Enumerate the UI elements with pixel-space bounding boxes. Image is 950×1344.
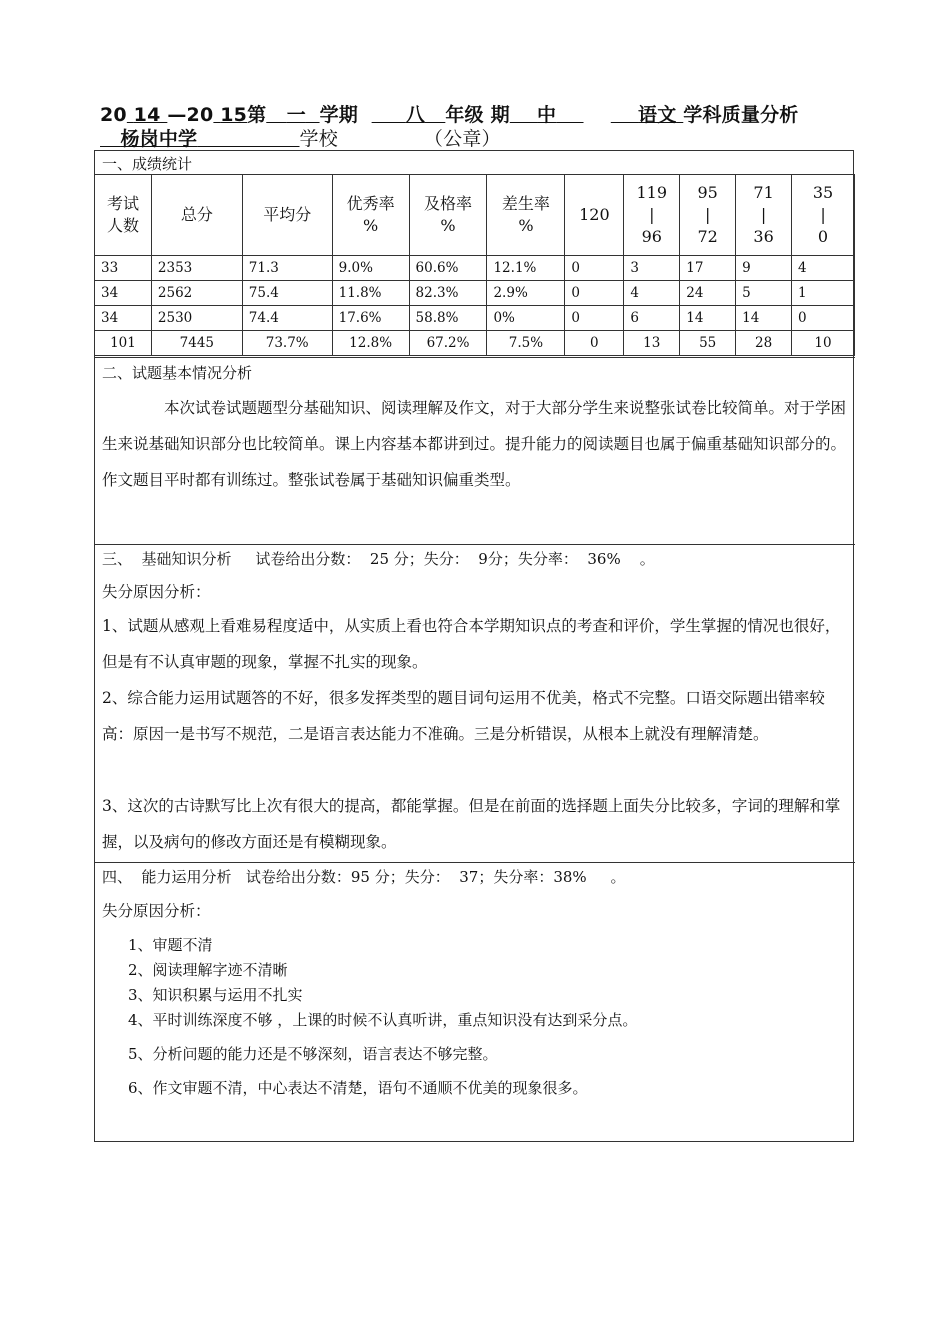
table-cell: 4 (792, 256, 855, 281)
section4-item: 5、分析问题的能力还是不够深刻，语言表达不够完整。 (128, 1045, 498, 1063)
table-cell: 12.8% (332, 331, 409, 356)
table-cell: 71.3 (242, 256, 332, 281)
document-title: 20 14 —20 15第 一 学期 八 年级 期 中 语文 学科质量分析 (100, 104, 799, 126)
year-start-prefix: 20 (100, 104, 127, 126)
table-header-cell: 119 | 96 (624, 175, 680, 256)
table-cell: 24 (680, 281, 736, 306)
table-total-row (95, 331, 855, 356)
table-cell: 17.6% (332, 306, 409, 331)
table-header-cell: 35 | 0 (792, 175, 855, 256)
table-header-cell: 考试 人数 (95, 175, 152, 256)
section4-title: 四、 能力运用分析 试卷给出分数：95 分；失分： 37；失分率：38% 。 (102, 868, 626, 886)
divider (94, 357, 855, 358)
year-end: 15 (220, 104, 248, 126)
term-value: 一 (286, 104, 306, 126)
section1-title: 一、成绩统计 (102, 155, 193, 173)
table-row (95, 256, 855, 281)
table-cell: 13 (624, 331, 680, 356)
table-header-cell: 平均分 (242, 175, 332, 256)
table-cell: 60.6% (409, 256, 487, 281)
table-cell: 2353 (151, 256, 242, 281)
school-name: 杨岗中学 (120, 128, 198, 150)
table-header-cell: 及格率 % (409, 175, 487, 256)
table-cell: 82.3% (409, 281, 487, 306)
di-label: 第 (247, 104, 267, 126)
title-tail: 学科质量分析 (683, 104, 799, 126)
section2-title: 二、试题基本情况分析 (102, 364, 253, 382)
exam-type-value: 中 (537, 104, 557, 126)
table-cell: 11.8% (332, 281, 409, 306)
table-cell: 9.0% (332, 256, 409, 281)
table-cell: 7.5% (487, 331, 565, 356)
table-row (95, 281, 855, 306)
table-cell: 34 (95, 306, 152, 331)
table-cell: 73.7% (242, 331, 332, 356)
year-start: 14 (133, 104, 161, 126)
table-cell: 74.4 (242, 306, 332, 331)
table-cell: 0 (565, 331, 624, 356)
table-header-cell: 总分 (151, 175, 242, 256)
table-cell: 1 (792, 281, 855, 306)
table-row (95, 306, 855, 331)
section3-title: 三、 基础知识分析 试卷给出分数： 25 分；失分： 9分；失分率： 36% 。 (102, 550, 655, 568)
grade-label: 年级 (445, 104, 484, 126)
section2-body: 本次试卷试题题型分基础知识、阅读理解及作文，对于大部分学生来说整张试卷比较简单。对于学困生来说基础知识部分也比较简单。课上内容基本都讲到过。提升能力的阅读题目也属于偏重基础知识部分的。作文题目平时都有训练过。整张试卷属于基础知识偏重类型。 (102, 399, 847, 489)
table-cell: 75.4 (242, 281, 332, 306)
grade-value: 八 (405, 104, 425, 126)
table-cell: 33 (95, 256, 152, 281)
section4-item: 6、作文审题不清，中心表达不清楚，语句不通顺不优美的现象很多。 (128, 1079, 588, 1097)
section3-point2: 2、综合能力运用试题答的不好，很多发挥类型的题目词句运用不优美，格式不完整。口语交际题出错率较高：原因一是书写不规范，二是语言表达能力不准确。三是分析错误，从根本上就没有理解清楚。 (102, 689, 825, 743)
table-cell: 2562 (151, 281, 242, 306)
subject-value: 语文 (638, 104, 677, 126)
section3-reason: 失分原因分析： (102, 583, 211, 601)
table-cell: 3 (624, 256, 680, 281)
table-cell: 101 (95, 331, 152, 356)
table-cell: 2.9% (487, 281, 565, 306)
table-header-cell: 优秀率 % (332, 175, 409, 256)
table-cell: 55 (680, 331, 736, 356)
table-cell: 67.2% (409, 331, 487, 356)
seal-label: （公章） (423, 128, 501, 150)
table-cell: 10 (792, 331, 855, 356)
school-line (100, 124, 860, 151)
table-cell: 12.1% (487, 256, 565, 281)
table-cell: 17 (680, 256, 736, 281)
table-cell: 0% (487, 306, 565, 331)
section4-item: 2、阅读理解字迹不清晰 (128, 961, 288, 979)
section3-point3: 3、这次的古诗默写比上次有很大的提高，都能掌握。但是在前面的选择题上面失分比较多，字词的理解和掌握，以及病句的修改方面还是有模糊现象。 (102, 797, 841, 851)
table-header-cell: 95 | 72 (680, 175, 736, 256)
section4-item: 1、审题不清 (128, 936, 213, 954)
section4-item: 4、平时训练深度不够 ，上课的时候不认真听讲，重点知识没有达到采分点。 (128, 1011, 638, 1029)
section4-reason: 失分原因分析： (102, 902, 211, 920)
table-cell: 6 (624, 306, 680, 331)
divider (94, 862, 855, 863)
table-cell: 0 (792, 306, 855, 331)
table-cell: 0 (565, 281, 624, 306)
divider (94, 544, 855, 545)
year-end-prefix: 20 (186, 104, 214, 126)
table-cell: 5 (736, 281, 792, 306)
table-header-cell: 120 (565, 175, 624, 256)
table-header-row (95, 175, 855, 256)
term-label: 学期 (319, 104, 358, 126)
table-cell: 4 (624, 281, 680, 306)
exam-type-prefix: 期 (490, 104, 510, 126)
table-cell: 7445 (151, 331, 242, 356)
section4-item: 3、知识积累与运用不扎实 (128, 986, 303, 1004)
table-cell: 0 (565, 256, 624, 281)
score-statistics-table (94, 174, 855, 356)
table-header-cell: 71 | 36 (736, 175, 792, 256)
table-cell: 2530 (151, 306, 242, 331)
table-cell: 14 (736, 306, 792, 331)
table-cell: 34 (95, 281, 152, 306)
table-cell: 9 (736, 256, 792, 281)
section3-point1: 1、试题从感观上看难易程度适中，从实质上看也符合本学期知识点的考查和评价，学生掌握的情况也很好，但是有不认真审题的现象，掌握不扎实的现象。 (102, 617, 841, 671)
school-label: 学校 (299, 128, 338, 150)
table-cell: 14 (680, 306, 736, 331)
table-cell: 0 (565, 306, 624, 331)
table-header-cell: 差生率 % (487, 175, 565, 256)
table-cell: 58.8% (409, 306, 487, 331)
table-cell: 28 (736, 331, 792, 356)
